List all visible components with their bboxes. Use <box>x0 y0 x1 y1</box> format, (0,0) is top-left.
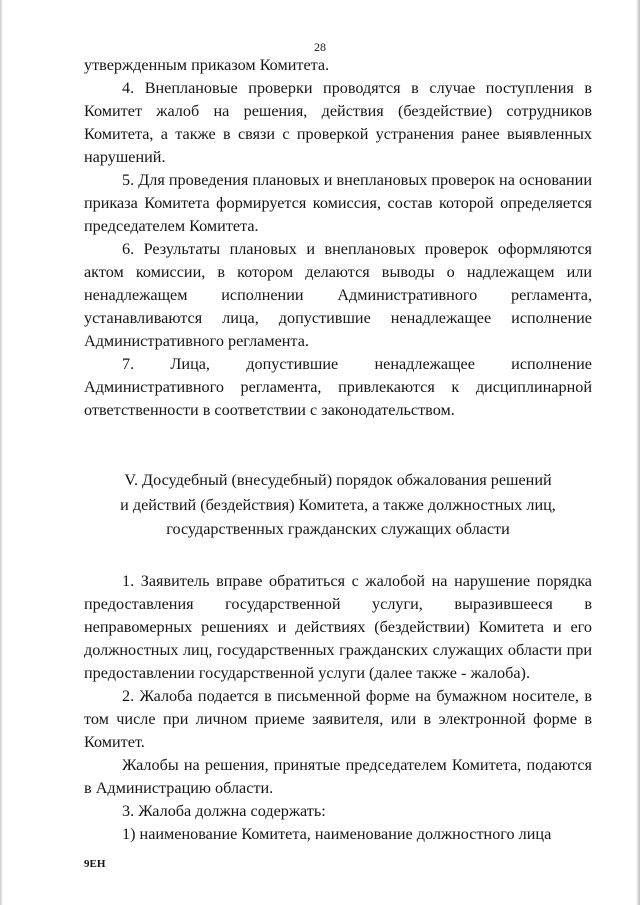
scan-edge-left <box>0 0 3 905</box>
section-heading-line: и действий (бездействия) Комитета, а также должностных лиц, <box>120 495 556 514</box>
section-heading <box>84 468 592 542</box>
paragraph-item-4: 4. Внеплановые проверки проводятся в случае поступления в Комитет жалоб на решения, действия (бездействие) сотрудников Комитета, а также в связи с проверкой устранения ранее выявленных нарушений. <box>84 79 592 166</box>
scan-edge-right <box>636 0 640 905</box>
footer-code: 9ЕН <box>84 858 106 870</box>
paragraph-item-6: 6. Результаты плановых и внеплановых проверок оформляются актом комиссии, в котором делаются выводы о надлежащем или ненадлежащем исполнении Административного регламента, устанавливаются лица, допустившие ненадлежащее исполнение Административного регламента. <box>84 240 592 350</box>
section-heading-line: государственных гражданских служащих области <box>166 520 510 538</box>
paragraph-item-5: 5. Для проведения плановых и внеплановых проверок на основании приказа Комитета формируется комиссия, состав которой определяется председателем Комитета. <box>84 171 592 235</box>
paragraph-item-7: 7. Лица, допустившие ненадлежащее исполнение Административного регламента, привлекаются к дисциплинарной ответственности в соответствии с законодательством. <box>84 355 592 419</box>
paragraph-complaint-3-1: 1) наименование Комитета, наименование должностного лица <box>122 824 552 843</box>
paragraph-complaint-2: 2. Жалоба подается в письменной форме на бумажном носителе, в том числе при личном приеме заявителя, или в электронной форме в Комитет. <box>84 686 592 751</box>
page-number: 28 <box>314 40 326 54</box>
paragraph-complaint-chairman: Жалобы на решения, принятые председателем Комитета, подаются в Администрацию области. <box>84 755 592 797</box>
paragraph-complaint-1: 1. Заявитель вправе обратиться с жалобой на нарушение порядка предоставления государственной услуги, выразившееся в неправомерных решениях и действиях (бездействии) Комитета и его должностных лиц, государственных гражданских служащих области при предоставлении государственной услуги (далее также - жалоба). <box>84 571 592 682</box>
document-body <box>84 54 592 846</box>
paragraph-complaint-3: 3. Жалоба должна содержать: <box>122 801 326 820</box>
section-heading-line: V. Досудебный (внесудебный) порядок обжалования решений <box>124 471 552 489</box>
paragraph-continuation: утвержденным приказом Комитета. <box>84 56 330 74</box>
